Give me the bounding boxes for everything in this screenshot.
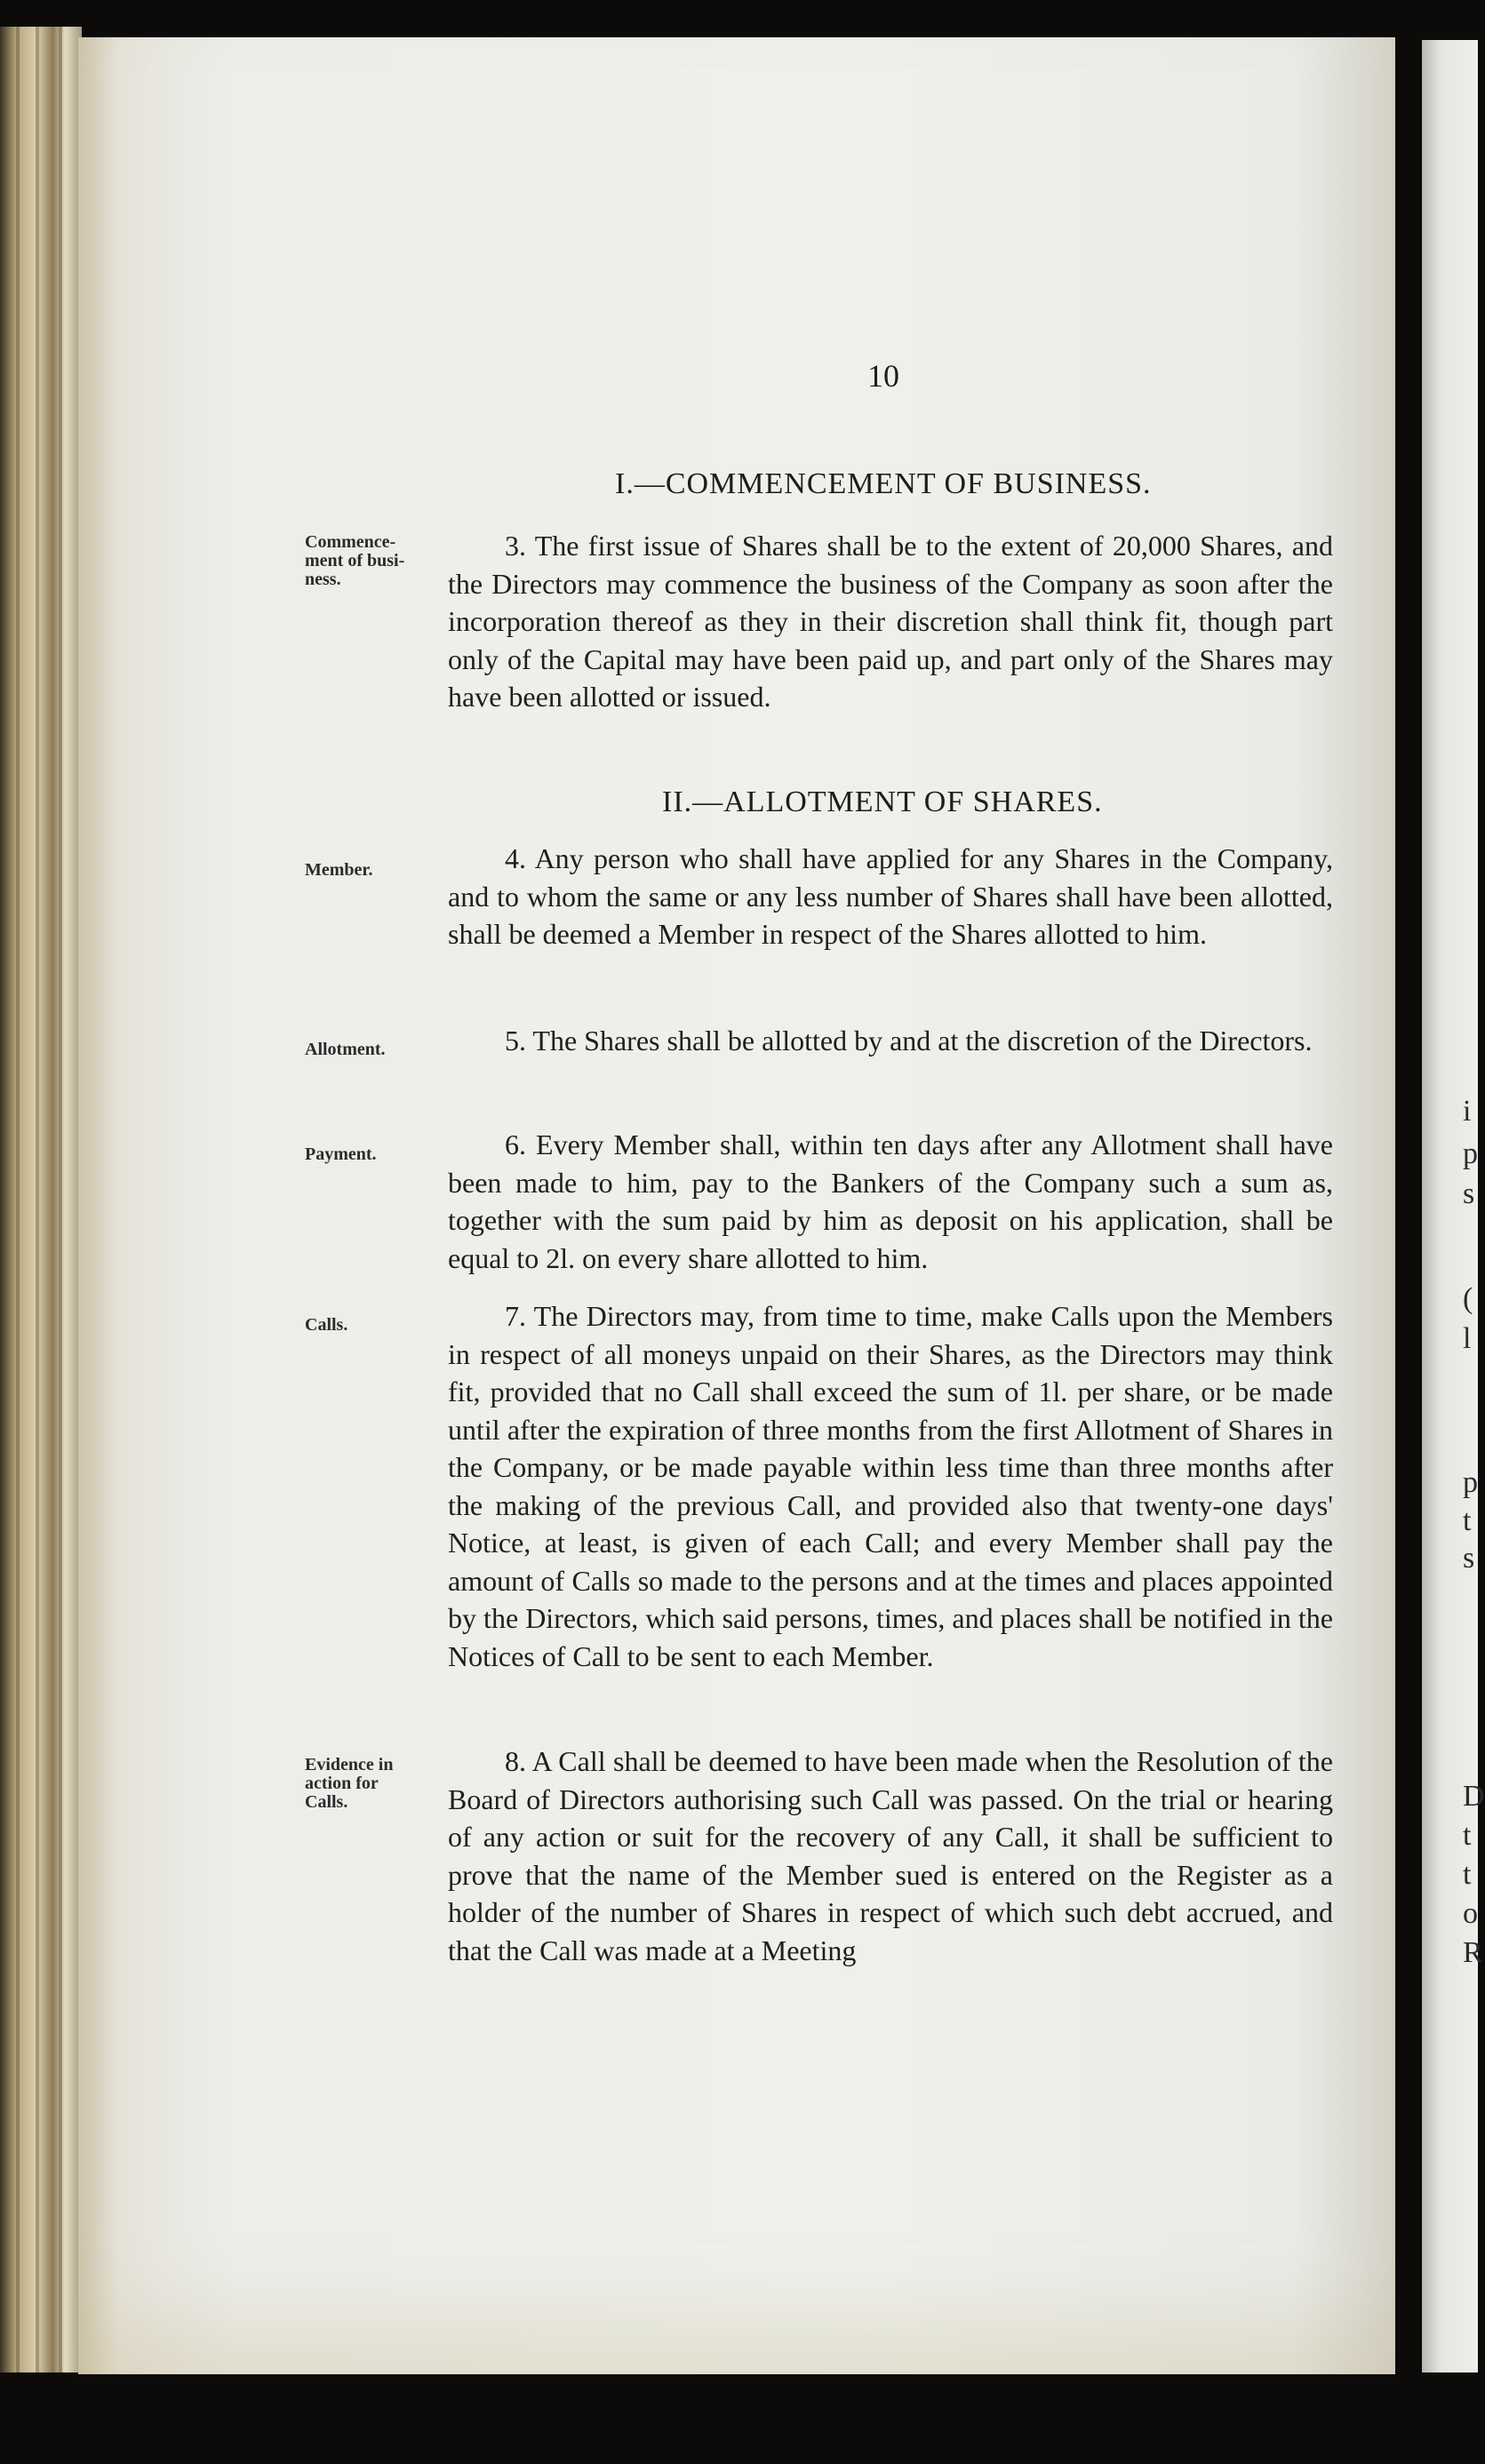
clause-8: 8. A Call shall be deemed to have been made when the Resolution of the Board of Directors authorising such Call was passed. On the trial or hearing of any action or suit for the recovery of any Call, it shall be sufficient to prove that the name of the Member sued is entered on the Register as a holder of the number of Shares in respect of which such debt accrued, and that the Call was made at a Meeting xyxy=(448,1745,1333,1966)
clause-4: 4. Any person who shall have applied for any Shares in the Company, and to whom the same or any less number of Shares shall have been allotted, shall be deemed a Member in respect of the Shares allotted to him. xyxy=(448,842,1333,950)
facing-page-letter: D xyxy=(1463,1780,1485,1813)
clause-3: 3. The first issue of Shares shall be to the extent of 20,000 Shares, and the Directors may commence the business of the Company as soon after the incorporation thereof as they in their discretion shall think fit, though part only of the Capital may have been paid up, and part only of the Shares may have been allotted or issued. xyxy=(448,530,1333,713)
facing-page-edge xyxy=(1422,40,1485,2372)
clause-6: 6. Every Member shall, within ten days after any Allotment shall have been made to him, pay to the Bankers of the Company such a sum as, together with the sum paid by him as deposit on his application, shall be equal to 2l. on every share allotted to him. xyxy=(448,1128,1333,1274)
clause-5: 5. The Shares shall be allotted by and at the discretion of the Directors. xyxy=(505,1025,1313,1057)
clause-7: 7. The Directors may, from time to time, make Calls upon the Members in respect of all moneys unpaid on their Shares, as the Directors may think fit, provided that no Call shall exceed the sum of 1l. per share, or be made until after the expiration of three months from the first Allotment of Shares in the Company, or be made payable within less time than three months after the making of the previous Call, and provided also that twenty-one days' Notice, at least, is given of each Call; and every Member shall pay the amount of Calls so made to the persons and at the times and places appointed by the Directors, which said persons, times, and places shall be notified in the Notices of Call to be sent to each Member. xyxy=(448,1300,1333,1672)
facing-page-letter: s xyxy=(1463,1542,1475,1575)
margin-note: Calls. xyxy=(305,1315,348,1335)
facing-page-letter: t xyxy=(1463,1819,1472,1852)
facing-page-letter: ( xyxy=(1463,1282,1473,1315)
facing-page-letter: o xyxy=(1463,1897,1478,1930)
facing-page-letter: l xyxy=(1463,1322,1472,1355)
facing-page-letter: t xyxy=(1463,1504,1472,1537)
margin-note: Member. xyxy=(305,860,373,880)
margin-note: Allotment. xyxy=(305,1040,386,1059)
facing-page-letter: s xyxy=(1463,1177,1475,1210)
section-heading: I.—COMMENCEMENT OF BUSINESS. xyxy=(615,467,1152,500)
margin-note: Payment. xyxy=(305,1144,377,1164)
facing-page-letter: t xyxy=(1463,1858,1472,1891)
page-number: 10 xyxy=(867,358,899,394)
facing-page-letter: p xyxy=(1463,1137,1478,1170)
facing-page-letter: p xyxy=(1463,1466,1478,1499)
facing-page-letter: i xyxy=(1463,1095,1472,1128)
margin-note: Evidence in action for Calls. xyxy=(305,1755,394,1812)
margin-note: Commence-ment of busi-ness. xyxy=(305,532,405,589)
book-fore-edge xyxy=(0,27,82,2372)
section-heading: II.—ALLOTMENT OF SHARES. xyxy=(662,785,1103,818)
facing-page-letter: R xyxy=(1463,1936,1483,1969)
